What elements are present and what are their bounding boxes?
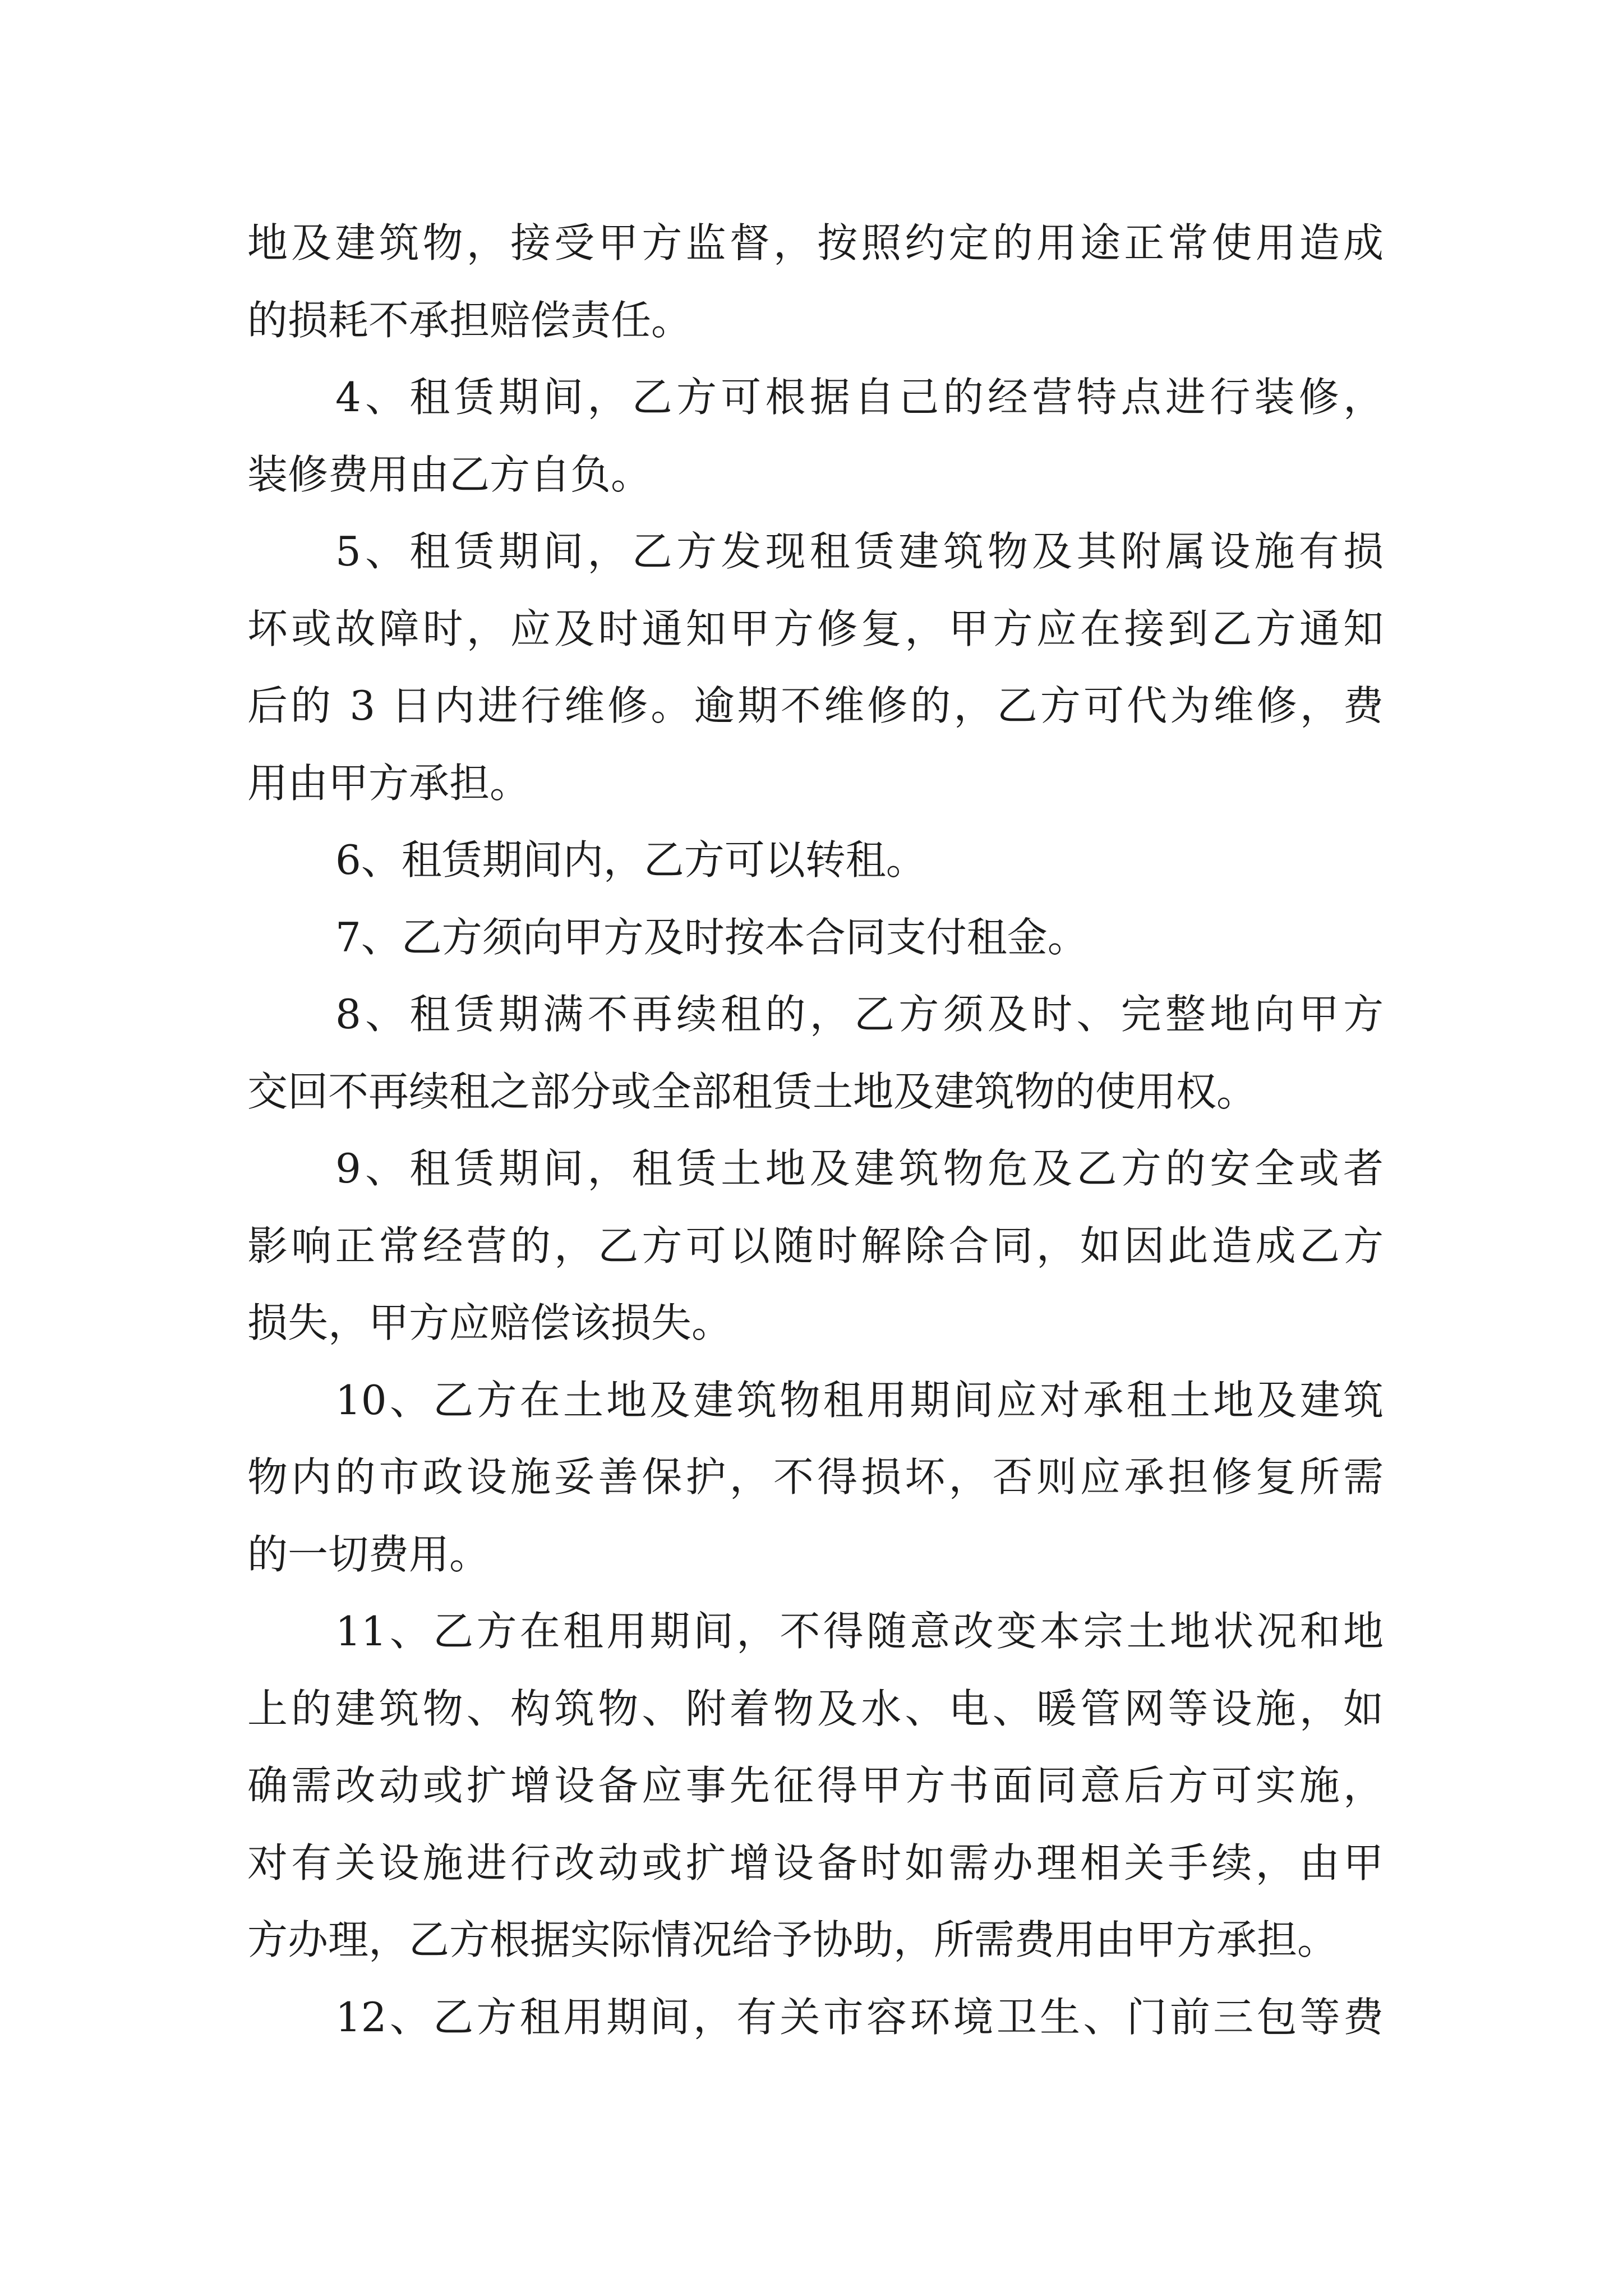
text-line: 的损耗不承担赔偿责任。 — [247, 296, 692, 344]
text-line: 影响正常经营的，乙方可以随时解除合同，如因此造成乙方 — [247, 1222, 1384, 1269]
text-line: 坏或故障时，应及时通知甲方修复，甲方应在接到乙方通知 — [247, 605, 1384, 652]
text-line: 9、租赁期间，租赁土地及建筑物危及乙方的安全或者 — [335, 1145, 1384, 1192]
paragraph-clause-5 — [247, 513, 1384, 822]
text-line: 对有关设施进行改动或扩增设备时如需办理相关手续，由甲 — [247, 1839, 1384, 1887]
paragraph-clause-4 — [247, 359, 1384, 513]
text-line: 10、乙方在土地及建筑物租用期间应对承租土地及建筑 — [335, 1376, 1384, 1424]
text-line: 上的建筑物、构筑物、附着物及水、电、暖管网等设施，如 — [247, 1685, 1384, 1732]
text-line: 11、乙方在租用期间，不得随意改变本宗土地状况和地 — [335, 1608, 1384, 1655]
paragraph-clause-11 — [247, 1593, 1384, 1979]
paragraph-clause-10 — [247, 1362, 1384, 1594]
text-line: 8、租赁期满不再续租的，乙方须及时、完整地向甲方 — [335, 991, 1384, 1038]
paragraph-clause-12 — [247, 1979, 1384, 2056]
text-line: 确需改动或扩增设备应事先征得甲方书面同意后方可实施， — [247, 1762, 1384, 1809]
text-line: 损失，甲方应赔偿该损失。 — [247, 1299, 732, 1346]
paragraph-clause-6 — [247, 822, 1384, 899]
text-line: 12、乙方租用期间，有关市容环境卫生、门前三包等费 — [335, 1993, 1384, 2041]
text-line: 用由甲方承担。 — [247, 759, 531, 807]
text-line: 方办理，乙方根据实际情况给予协助，所需费用由甲方承担。 — [247, 1916, 1338, 1963]
paragraph-clause-9 — [247, 1130, 1384, 1362]
text-line: 装修费用由乙方自负。 — [247, 450, 652, 498]
text-line: 后的 3 日内进行维修。逾期不维修的，乙方可代为维修，费 — [247, 682, 1384, 729]
document-body — [247, 205, 1384, 2056]
text-line: 6、租赁期间内，乙方可以转租。 — [335, 836, 926, 884]
text-line: 7、乙方须向甲方及时按本合同支付租金。 — [335, 913, 1088, 961]
paragraph-clause-8 — [247, 976, 1384, 1130]
text-line: 物内的市政设施妥善保护，不得损坏，否则应承担修复所需 — [247, 1453, 1384, 1501]
text-line: 5、租赁期间，乙方发现租赁建筑物及其附属设施有损 — [335, 528, 1384, 575]
text-line: 的一切费用。 — [247, 1530, 490, 1578]
paragraph-continued — [247, 205, 1384, 359]
text-line: 4、租赁期间，乙方可根据自己的经营特点进行装修， — [335, 374, 1384, 421]
text-line: 交回不再续租之部分或全部租赁土地及建筑物的使用权。 — [247, 1068, 1257, 1115]
text-line: 地及建筑物，接受甲方监督，按照约定的用途正常使用造成 — [247, 219, 1384, 266]
paragraph-clause-7 — [247, 899, 1384, 977]
